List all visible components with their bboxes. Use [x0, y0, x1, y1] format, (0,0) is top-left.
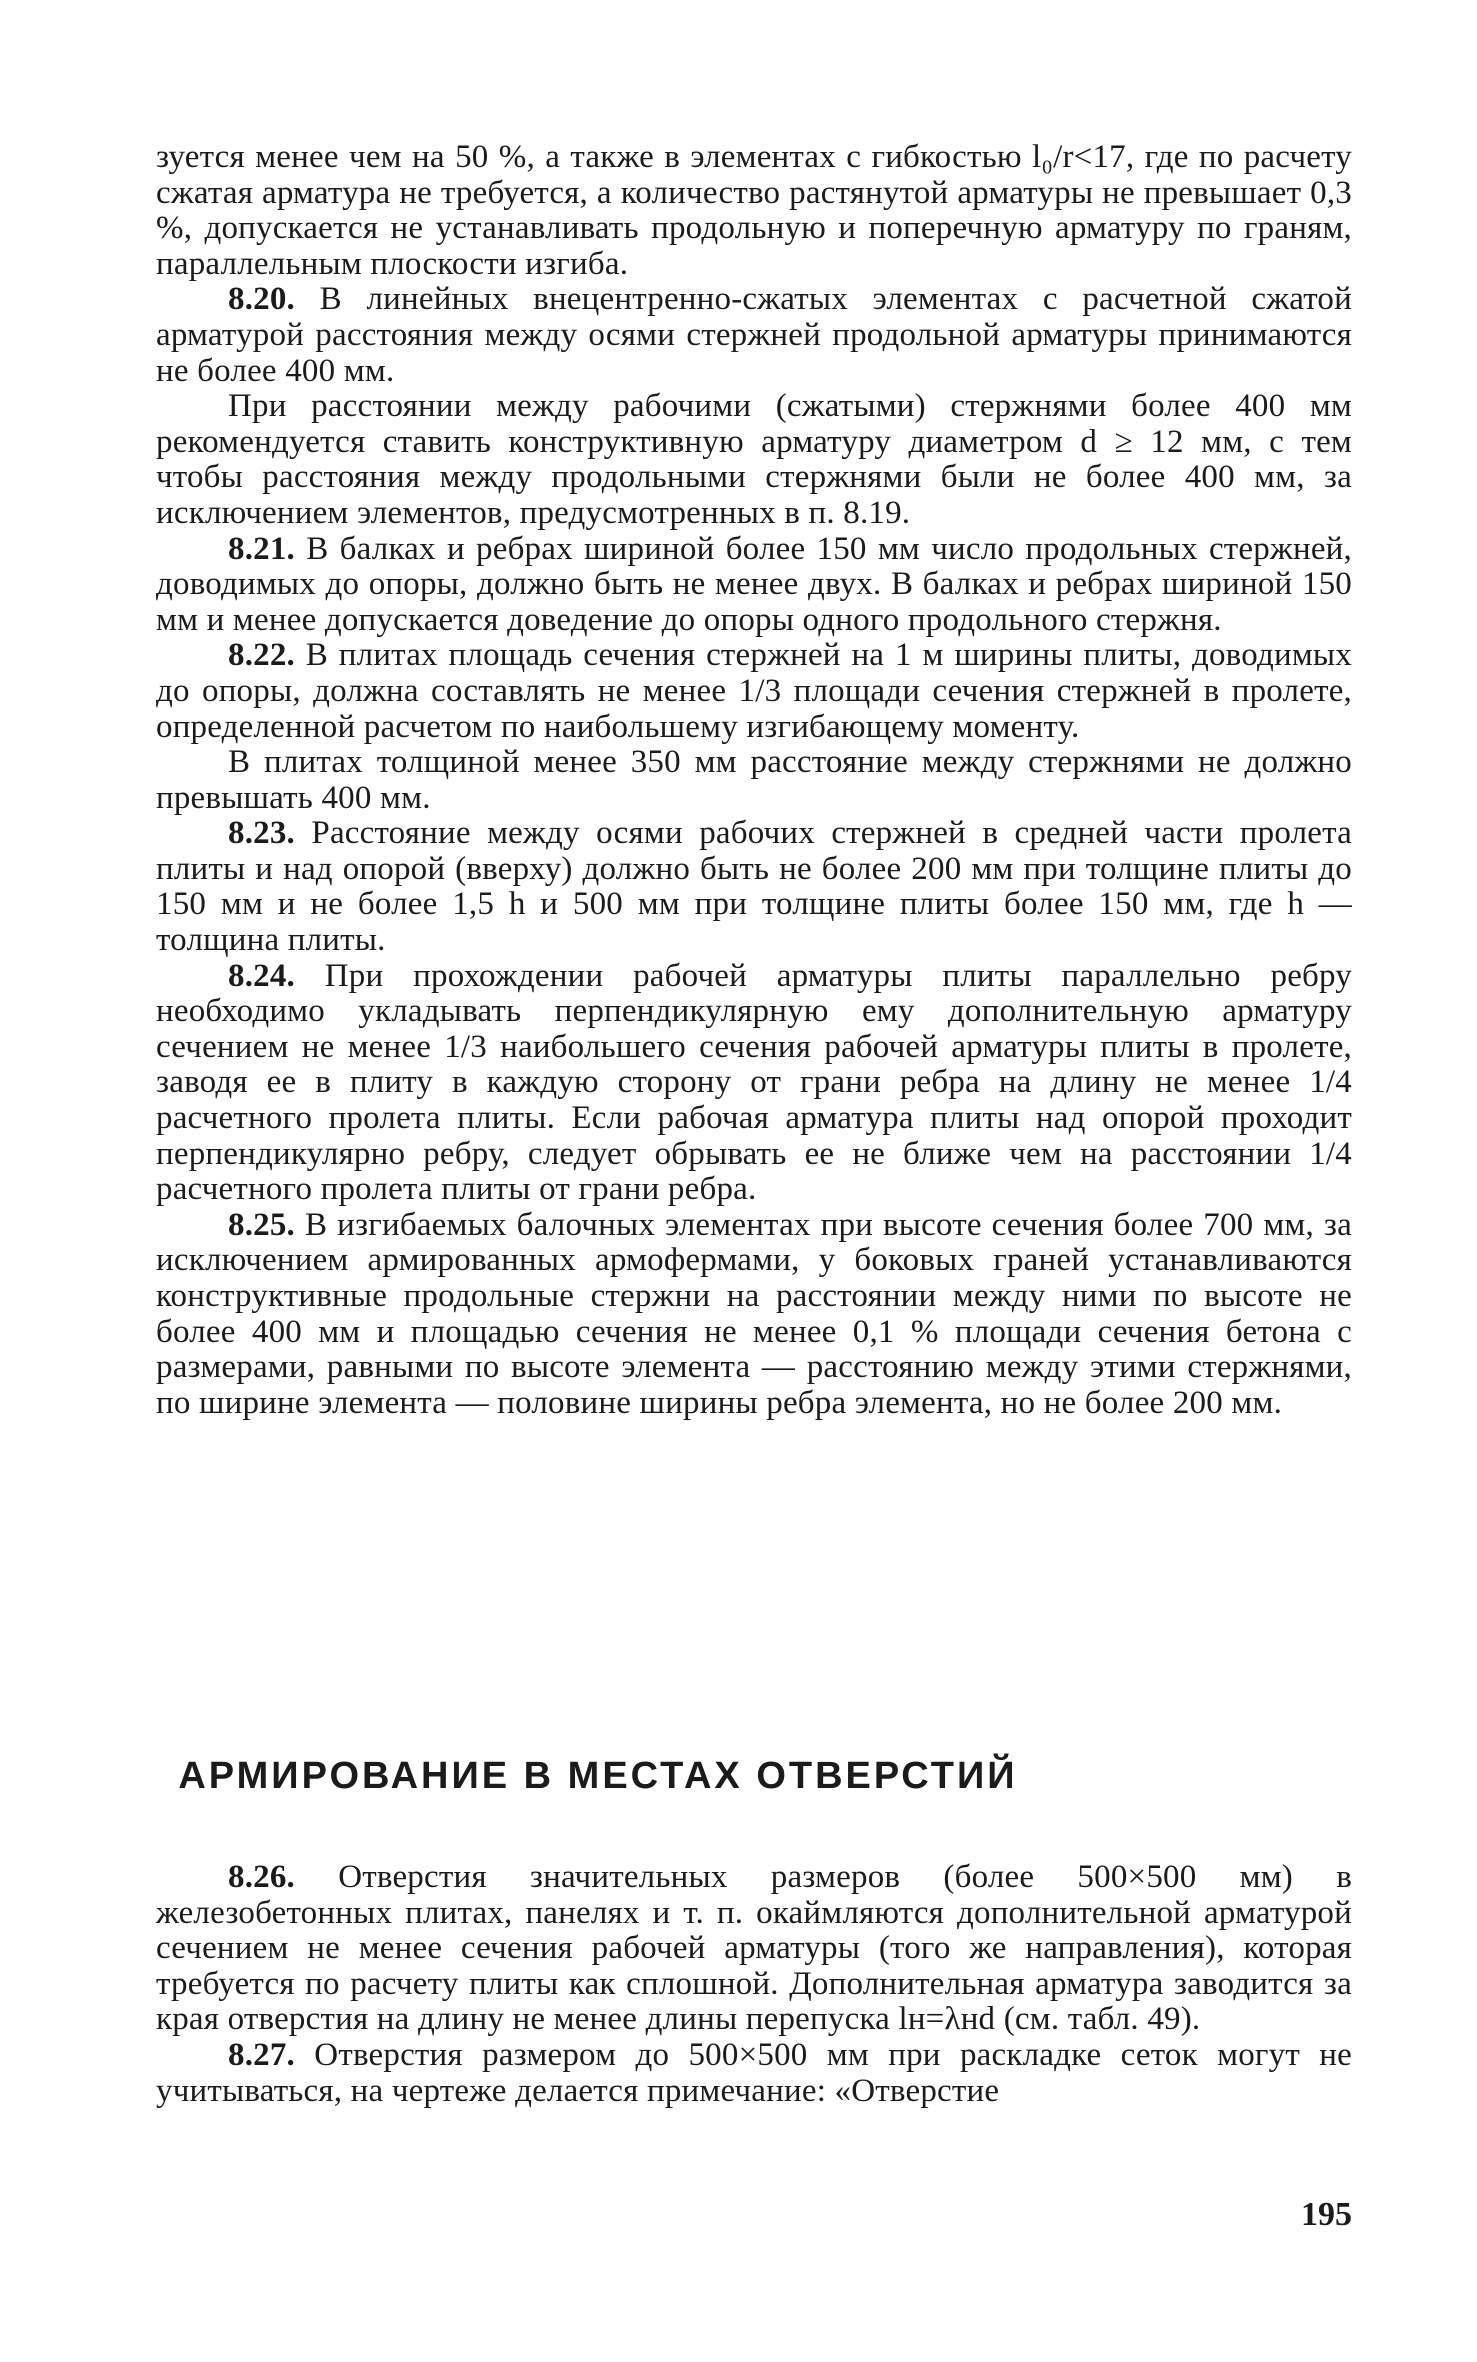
paragraph [156, 1208, 1352, 1422]
paragraph [156, 532, 1352, 639]
paragraph [156, 745, 1352, 816]
page-body [156, 140, 1352, 1421]
paragraph-text: В балках и ребрах шириной более 150 мм число продольных стержней, доводимых до опоры, должно быть не менее двух. В балках и ребрах шириной 150 мм и менее допускается доведение до опоры одного продольного стержня. [156, 530, 1352, 638]
paragraph-text: В линейных внецентренно-сжатых элементах с расчетной сжатой арматурой расстояния между осями стержней продольной арматуры принимаются не более 400 мм. [156, 281, 1352, 389]
paragraph [156, 816, 1352, 958]
clause-number: 8.23. [228, 815, 295, 852]
clause-number: 8.25. [228, 1206, 295, 1243]
text-block-bottom [156, 1860, 1352, 2109]
clause-number: 8.21. [228, 530, 295, 567]
paragraph [156, 282, 1352, 389]
paragraph-text: зуется менее чем на 50 %, а также в элементах с гибкостью l₀/r<17, где по расчету сжатая арматура не требуется, а количество растянутой арматуры не превышает 0,3 %, допускается не устанавливать продольную и поперечную арматуру по граням, параллельным плоскости изгиба. [156, 139, 1352, 282]
page-body-bottom [156, 1860, 1352, 2109]
paragraph-text: В изгибаемых балочных элементах при высоте сечения более 700 мм, за исключением армированных армофермами, у боковых граней устанавливаются конструктивные продольные стержни на расстоянии между ними по высоте не более 400 мм и площадью сечения не менее 0,1 % площади сечения бетона с размерами, равными по высоте элемента — расстоянию между этими стержнями, по ширине элемента — половине ширины ребра элемента, но не более 200 мм. [156, 1206, 1352, 1421]
clause-number: 8.27. [228, 2036, 295, 2073]
paragraph-text: При прохождении рабочей арматуры плиты параллельно ребру необходимо укладывать перпендикулярную ему дополнительную арматуру сечением не менее 1/3 наибольшего сечения рабочей арматуры плиты в пролете, заводя ее в плиту в каждую сторону от грани ребра на длину не менее 1/4 расчетного пролета плиты. Если рабочая арматура плиты над опорой проходит перпендикулярно ребру, следует обрывать ее не ближе чем на расстоянии 1/4 расчетного пролета плиты от грани ребра. [156, 957, 1352, 1208]
section-heading: АРМИРОВАНИЕ В МЕСТАХ ОТВЕРСТИЙ [178, 1755, 1018, 1797]
paragraph [156, 638, 1352, 745]
paragraph [156, 959, 1352, 1208]
page-number: 195 [1301, 2196, 1352, 2233]
paragraph-text: В плитах площадь сечения стержней на 1 м ширины плиты, доводимых до опоры, должна составлять не менее 1/3 площади сечения стержней в пролете, определенной расчетом по наибольшему изгибающему моменту. [156, 637, 1352, 745]
clause-number: 8.22. [228, 637, 295, 674]
paragraph-text: Отверстия размером до 500×500 мм при раскладке сеток могут не учитываться, на чертеже делается примечание: «Отверстие [156, 2036, 1352, 2109]
text-block-top [156, 140, 1352, 1421]
clause-number: 8.20. [228, 281, 295, 318]
clause-number: 8.24. [228, 957, 295, 994]
paragraph-text: Отверстия значительных размеров (более 500×500 мм) в железобетонных плитах, панелях и т. п. окаймляются дополнительной арматурой сечением не менее сечения рабочей арматуры (того же направления), которая требуется по расчету плиты как сплошной. Дополнительная арматура заводится за края отверстия на длину не менее длины перепуска lн=λнd (см. табл. 49). [156, 1859, 1352, 2038]
paragraph-text: При расстоянии между рабочими (сжатыми) стержнями более 400 мм рекомендуется ставить конструктивную арматуру диаметром d ≥ 12 мм, с тем чтобы расстояния между продольными стержнями были не более 400 мм, за исключением элементов, предусмотренных в п. 8.19. [156, 388, 1352, 531]
paragraph-text: Расстояние между осями рабочих стержней в средней части пролета плиты и над опорой (вверху) должно быть не более 200 мм при толщине плиты до 150 мм и не более 1,5 h и 500 мм при толщине плиты более 150 мм, где h — толщина плиты. [156, 815, 1352, 959]
clause-number: 8.26. [228, 1859, 295, 1895]
paragraph [156, 2038, 1352, 2109]
paragraph-text: В плитах толщиной менее 350 мм расстояние между стержнями не должно превышать 400 мм. [156, 744, 1352, 816]
paragraph [156, 389, 1352, 531]
paragraph [156, 140, 1352, 282]
paragraph [156, 1860, 1352, 2038]
